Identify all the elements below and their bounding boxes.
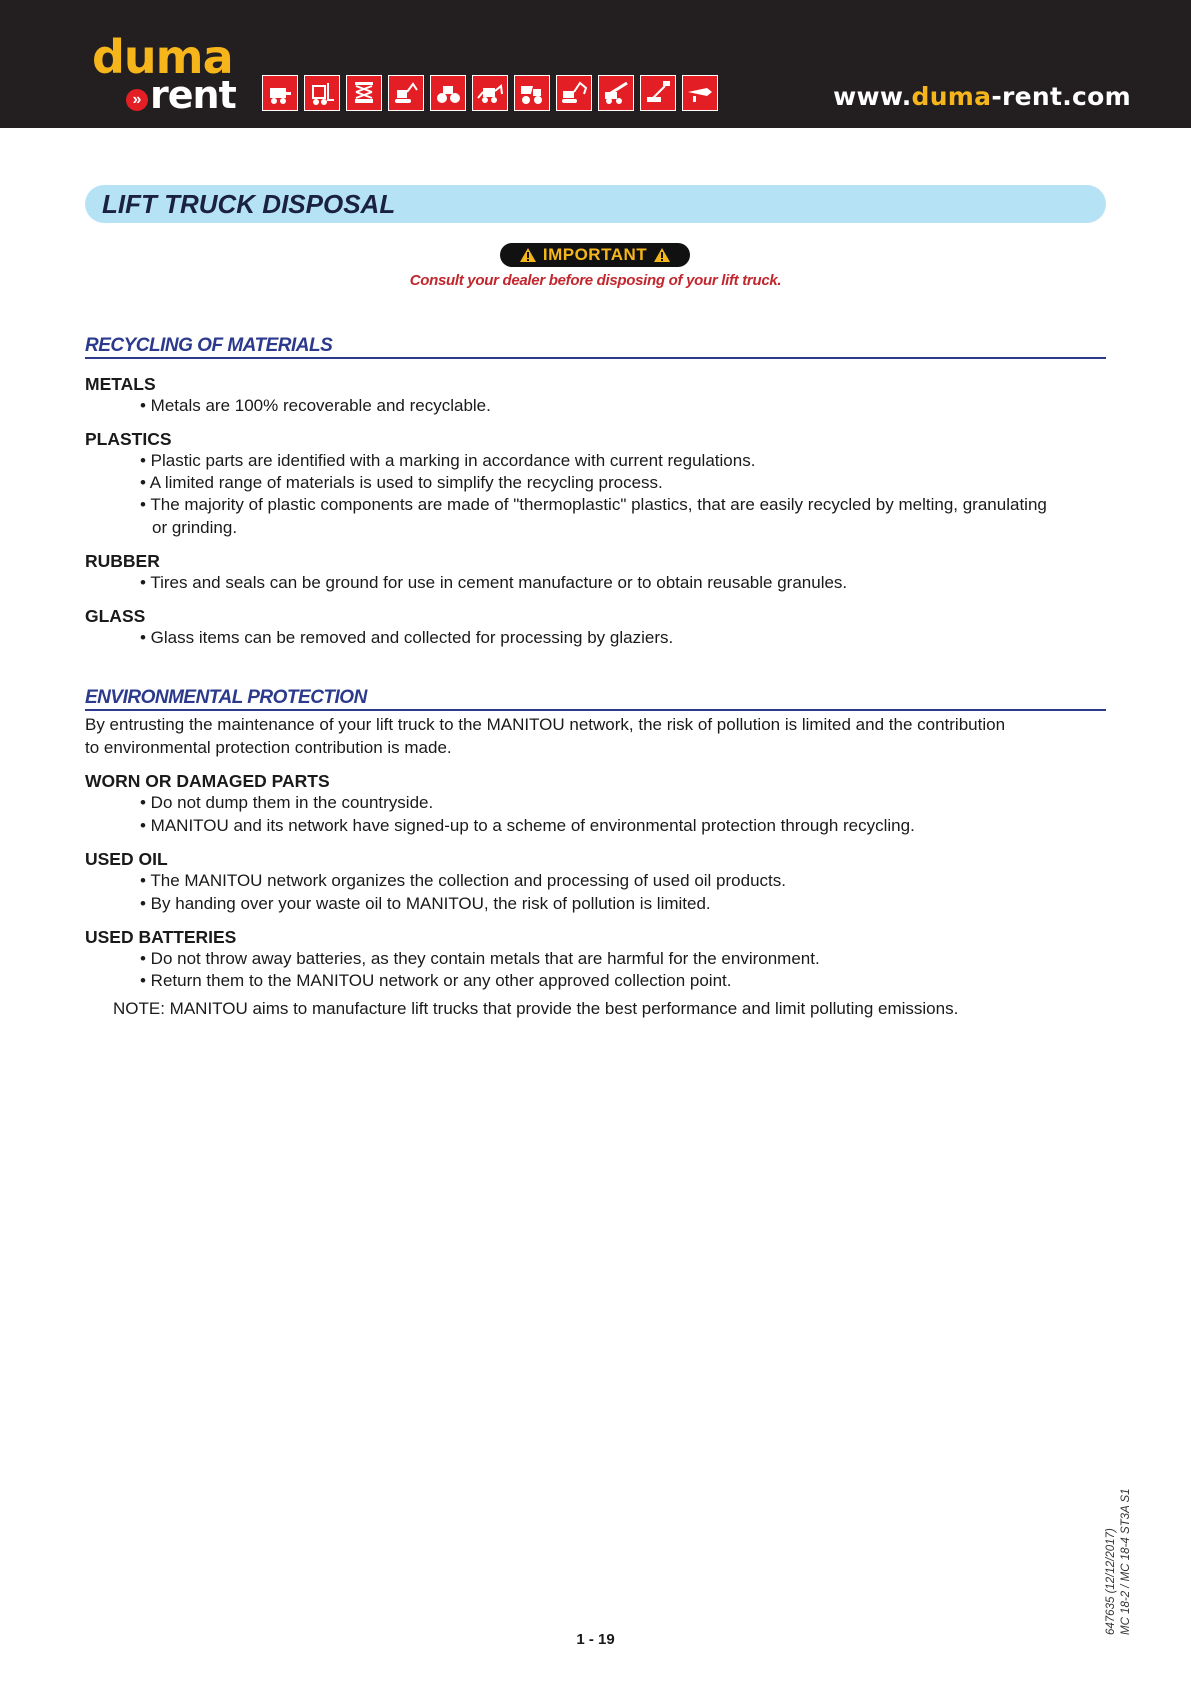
warning-icon bbox=[653, 247, 671, 263]
generator-icon bbox=[682, 75, 718, 111]
list-item: • A limited range of materials is used to simplify the recycling process. bbox=[140, 473, 663, 492]
document-code-line: 647635 (12/12/2017) bbox=[1105, 1528, 1117, 1635]
mini-excavator-icon bbox=[388, 75, 424, 111]
list-item: • Do not dump them in the countryside. bbox=[140, 793, 434, 812]
rubber-heading: RUBBER bbox=[85, 551, 160, 571]
document-code-line: MC 18-2 / MC 18-4 ST3A S1 bbox=[1120, 1488, 1132, 1635]
list-item: • Tires and seals can be ground for use in cement manufacture or to obtain reusable granules. bbox=[140, 573, 848, 592]
logo-rent-text: rent bbox=[150, 73, 236, 117]
environment-intro-line: to environmental protection contribution is made. bbox=[85, 738, 452, 757]
boom-lift-icon bbox=[640, 75, 676, 111]
list-item: • The MANITOU network organizes the collection and processing of used oil products. bbox=[140, 871, 786, 890]
logo-arrow-icon: » bbox=[126, 89, 148, 111]
page-title-bar bbox=[85, 185, 1106, 223]
list-item: • By handing over your waste oil to MANITOU, the risk of pollution is limited. bbox=[140, 894, 711, 913]
list-item: • Metals are 100% recoverable and recyclable. bbox=[140, 396, 491, 415]
plastics-heading: PLASTICS bbox=[85, 429, 172, 449]
website-url[interactable]: www.duma-rent.com bbox=[833, 82, 1131, 111]
important-note: Consult your dealer before disposing of your lift truck. bbox=[409, 272, 782, 289]
section-environment bbox=[85, 685, 1106, 711]
list-item: • MANITOU and its network have signed-up to a scheme of environmental protection through recycling. bbox=[140, 816, 915, 835]
page-title: LIFT TRUCK DISPOSAL bbox=[102, 189, 396, 219]
skid-steer-icon bbox=[262, 75, 298, 111]
list-item: • Do not throw away batteries, as they contain metals that are harmful for the environment. bbox=[140, 949, 820, 968]
list-item: • The majority of plastic components are made of "thermoplastic" plastics, that are easily recycled by melting, granulating bbox=[140, 495, 1047, 514]
glass-heading: GLASS bbox=[85, 606, 146, 626]
section-recycling-heading: RECYCLING OF MATERIALS bbox=[85, 335, 333, 356]
used-oil-heading: USED OIL bbox=[85, 849, 168, 869]
environment-intro-line: By entrusting the maintenance of your lift truck to the MANITOU network, the risk of pollution is limited and the contribution bbox=[85, 715, 1006, 734]
list-item-continuation: or grinding. bbox=[152, 518, 238, 537]
important-label: IMPORTANT bbox=[542, 245, 648, 264]
duma-rent-logo[interactable] bbox=[92, 30, 242, 118]
dumper-icon bbox=[514, 75, 550, 111]
compactor-icon bbox=[430, 75, 466, 111]
note-text: NOTE: MANITOU aims to manufacture lift trucks that provide the best performance and limit polluting emissions. bbox=[113, 999, 959, 1018]
warning-icon bbox=[519, 247, 537, 263]
page-number: 1 - 19 bbox=[576, 1631, 615, 1648]
header-band bbox=[0, 0, 1191, 128]
telehandler-icon bbox=[598, 75, 634, 111]
machine-icon-strip bbox=[262, 75, 718, 111]
logo-duma-text: duma bbox=[92, 30, 233, 84]
important-badge bbox=[500, 243, 690, 267]
forklift-icon bbox=[304, 75, 340, 111]
document-code bbox=[1104, 1488, 1134, 1635]
metals-heading: METALS bbox=[85, 374, 156, 394]
used-batteries-heading: USED BATTERIES bbox=[85, 927, 237, 947]
section-recycling bbox=[85, 333, 1106, 359]
section-environment-heading: ENVIRONMENTAL PROTECTION bbox=[85, 687, 367, 708]
backhoe-icon bbox=[472, 75, 508, 111]
list-item: • Glass items can be removed and collected for processing by glaziers. bbox=[140, 628, 674, 647]
worn-parts-heading: WORN OR DAMAGED PARTS bbox=[85, 771, 330, 791]
excavator-icon bbox=[556, 75, 592, 111]
scissor-lift-icon bbox=[346, 75, 382, 111]
list-item: • Return them to the MANITOU network or any other approved collection point. bbox=[140, 971, 732, 990]
list-item: • Plastic parts are identified with a marking in accordance with current regulations. bbox=[140, 451, 756, 470]
